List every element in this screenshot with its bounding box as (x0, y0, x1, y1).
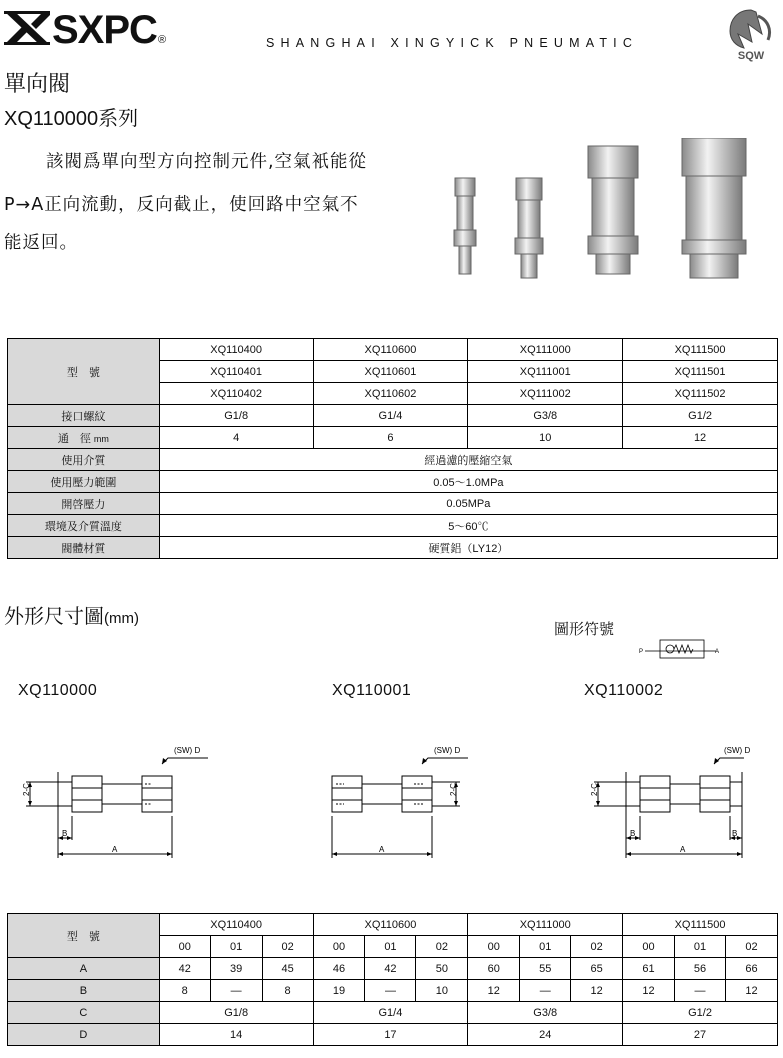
c-label-3: 2-C (590, 783, 599, 796)
model-cell: XQ110600 (313, 339, 468, 361)
valve-photo-2 (515, 178, 543, 278)
value-cell: 10 (468, 427, 623, 449)
model-cell: XQ111001 (468, 361, 623, 383)
description-line-2: P→A正向流動，反向截止，使回路中空氣不 (4, 195, 359, 215)
temperature-value-cell: 5～60℃ (159, 515, 777, 537)
dim-value-cell: — (520, 980, 571, 1002)
sub-cell: 01 (365, 936, 416, 958)
spec-table (7, 338, 778, 559)
sub-cell: 02 (416, 936, 468, 958)
value-cell: G1/2 (623, 405, 778, 427)
dimension-table (7, 913, 778, 1046)
c-label-1: 2-C (22, 783, 31, 796)
opening-pressure-value-cell: 0.05MPa (159, 493, 777, 515)
group-cell: XQ110400 (159, 914, 313, 936)
registered-mark: ® (157, 34, 166, 46)
dim-value-cell: 12 (623, 980, 675, 1002)
sub-cell: 00 (468, 936, 520, 958)
value-cell: G1/4 (313, 405, 468, 427)
dim-value-cell: 12 (468, 980, 520, 1002)
model-cell: XQ110601 (313, 361, 468, 383)
dim-value-cell: 10 (416, 980, 468, 1002)
valve-photo-1 (454, 178, 476, 274)
temperature-label-cell: 環境及介質溫度 (8, 515, 160, 537)
dim-group-value-cell: G1/8 (159, 1002, 313, 1024)
sub-cell: 01 (675, 936, 726, 958)
sw-label-1: (SW) D (174, 746, 201, 755)
dim-d-label-cell: D (8, 1024, 160, 1046)
model-cell: XQ111000 (468, 339, 623, 361)
b-label-1: B (62, 829, 68, 838)
dim-model-label-cell: 型 號 (8, 914, 160, 958)
dim-value-cell: 45 (262, 958, 313, 980)
dim-c-label-cell: C (8, 1002, 160, 1024)
sub-cell: 01 (210, 936, 262, 958)
sw-label-2: (SW) D (434, 746, 461, 755)
symbol-label: 圖形符號 (554, 620, 615, 638)
dim-value-cell: — (210, 980, 262, 1002)
product-photo (446, 138, 756, 282)
dim-value-cell: 55 (520, 958, 571, 980)
check-valve-symbol-icon (636, 636, 722, 660)
symbol-p-label: P (639, 649, 644, 655)
dim-group-value-cell: 17 (313, 1024, 468, 1046)
bore-unit: mm (93, 433, 109, 444)
model-cell: XQ110602 (313, 383, 468, 405)
dim-value-cell: — (675, 980, 726, 1002)
dim-value-cell: 60 (468, 958, 520, 980)
bore-label-cell (8, 427, 160, 449)
dim-value-cell: 39 (210, 958, 262, 980)
company-name: SHANGHAI XINGYICK PNEUMATIC (266, 36, 639, 50)
model-cell: XQ111002 (468, 383, 623, 405)
dim-value-cell: 46 (313, 958, 365, 980)
drawing-model-1: XQ110000 (18, 682, 98, 699)
dim-group-value-cell: 24 (468, 1024, 623, 1046)
dim-group-value-cell: 27 (623, 1024, 778, 1046)
group-cell: XQ110600 (313, 914, 468, 936)
drawing-model-3: XQ110002 (584, 682, 664, 699)
group-cell: XQ111000 (468, 914, 623, 936)
sub-cell: 02 (262, 936, 313, 958)
value-cell: 6 (313, 427, 468, 449)
dim-value-cell: 42 (159, 958, 210, 980)
dim-group-value-cell: G1/2 (623, 1002, 778, 1024)
dim-value-cell: — (365, 980, 416, 1002)
logo-text: SXPC (52, 8, 157, 52)
model-label-cell: 型 號 (8, 339, 160, 405)
product-title: 單向閥 (4, 72, 71, 97)
a-label-2: A (379, 845, 385, 854)
model-cell: XQ110402 (159, 383, 313, 405)
value-cell: 4 (159, 427, 313, 449)
description-line-1: 該閥爲單向型方向控制元件,空氣衹能從 (46, 152, 368, 172)
symbol-a-label: A (715, 649, 720, 655)
dim-value-cell: 8 (262, 980, 313, 1002)
dim-value-cell: 50 (416, 958, 468, 980)
c-label-2: 2-C (449, 783, 458, 796)
sub-cell: 00 (159, 936, 210, 958)
dim-group-value-cell: 14 (159, 1024, 313, 1046)
dimension-drawing-1 (12, 740, 212, 862)
model-cell: XQ111502 (623, 383, 778, 405)
drawing-model-2: XQ110001 (332, 682, 412, 699)
dimension-drawing-2 (316, 740, 516, 862)
dim-value-cell: 42 (365, 958, 416, 980)
dimension-title (4, 600, 139, 629)
dim-group-value-cell: G3/8 (468, 1002, 623, 1024)
a-label-3: A (680, 845, 686, 854)
sub-cell: 02 (571, 936, 623, 958)
sub-cell: 00 (623, 936, 675, 958)
sub-cell: 01 (520, 936, 571, 958)
b-label-3a: B (630, 829, 636, 838)
sub-cell: 00 (313, 936, 365, 958)
valve-photo-3 (588, 146, 638, 274)
dimension-title-text: 外形尺寸圖 (4, 604, 104, 628)
sub-cell: 02 (725, 936, 777, 958)
product-series: XQ110000系列 (4, 108, 139, 130)
dim-a-label-cell: A (8, 958, 160, 980)
value-cell: G1/8 (159, 405, 313, 427)
medium-value-cell: 經過濾的壓縮空氣 (159, 449, 777, 471)
model-cell: XQ111501 (623, 361, 778, 383)
value-cell: 12 (623, 427, 778, 449)
value-cell: G3/8 (468, 405, 623, 427)
a-label-1: A (112, 845, 118, 854)
sw-label-3: (SW) D (724, 746, 751, 755)
bore-label: 通 徑 (57, 432, 91, 445)
description-line-3: 能返回。 (4, 233, 78, 253)
dim-value-cell: 66 (725, 958, 777, 980)
sqw-brand-icon (722, 4, 780, 62)
dim-value-cell: 8 (159, 980, 210, 1002)
material-value-cell: 硬質鋁（LY12） (159, 537, 777, 559)
dim-value-cell: 19 (313, 980, 365, 1002)
dimension-title-unit: (mm) (104, 610, 139, 627)
dim-value-cell: 61 (623, 958, 675, 980)
dim-value-cell: 12 (571, 980, 623, 1002)
dim-value-cell: 12 (725, 980, 777, 1002)
dim-value-cell: 65 (571, 958, 623, 980)
dim-b-label-cell: B (8, 980, 160, 1002)
dim-value-cell: 56 (675, 958, 726, 980)
b-label-3b: B (732, 829, 738, 838)
valve-photo-4 (682, 138, 746, 278)
model-cell: XQ110400 (159, 339, 313, 361)
dim-group-value-cell: G1/4 (313, 1002, 468, 1024)
brand-mark-text: SQW (737, 50, 765, 62)
opening-pressure-label-cell: 開啓壓力 (8, 493, 160, 515)
pressure-range-value-cell: 0.05～1.0MPa (159, 471, 777, 493)
model-cell: XQ110401 (159, 361, 313, 383)
model-cell: XQ111500 (623, 339, 778, 361)
pressure-range-label-cell: 使用壓力範圍 (8, 471, 160, 493)
medium-label-cell: 使用介質 (8, 449, 160, 471)
sxpc-x-logo-icon (4, 11, 50, 45)
sxpc-logo (4, 8, 165, 62)
thread-label-cell: 接口螺紋 (8, 405, 160, 427)
group-cell: XQ111500 (623, 914, 778, 936)
dimension-drawing-3 (580, 740, 780, 862)
material-label-cell: 閥體材質 (8, 537, 160, 559)
